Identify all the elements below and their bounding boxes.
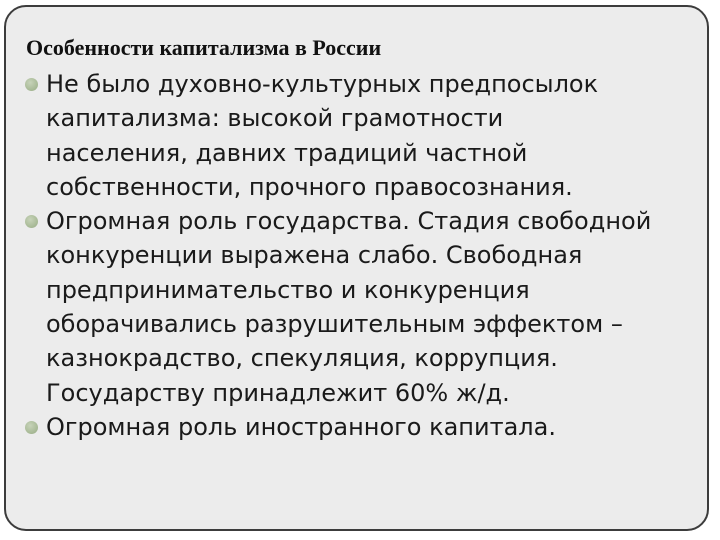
bullet-list: [22, 67, 702, 444]
slide-frame: [4, 5, 709, 531]
bullet-text-line: капитализма: высокой грамотности: [46, 104, 504, 133]
bullet-text-line: Не было духовно-культурных предпосылок: [46, 70, 599, 98]
bullet-text-line: казнокрадство, спекуляция, коррупция.: [46, 344, 558, 373]
bullet-text-line: Огромная роль государства. Стадия свободной: [46, 207, 652, 236]
round-bullet-icon: [25, 215, 38, 228]
bullet-text-line: Государству принадлежит 60% ж/д.: [46, 378, 510, 407]
bullet-text-line: предпринимательство и конкуренция: [46, 275, 530, 304]
round-bullet-icon: [25, 421, 38, 434]
slide-title: Особенности капитализма в России: [26, 35, 382, 60]
bullet-text-line: оборачивались разрушительным эффектом –: [46, 310, 623, 339]
bullet-text-line: конкуренции выражена слабо. Свободная: [46, 241, 583, 270]
round-bullet-icon: [25, 78, 38, 91]
bullet-item: [22, 67, 702, 204]
bullet-text-line: Огромная роль иностранного капитала.: [46, 412, 556, 441]
bullet-text-line: собственности, прочного правосознания.: [46, 172, 573, 201]
bullet-item: [22, 204, 702, 410]
bullet-item: [22, 410, 702, 444]
bullet-text-line: населения, давних традиций частной: [46, 138, 528, 167]
